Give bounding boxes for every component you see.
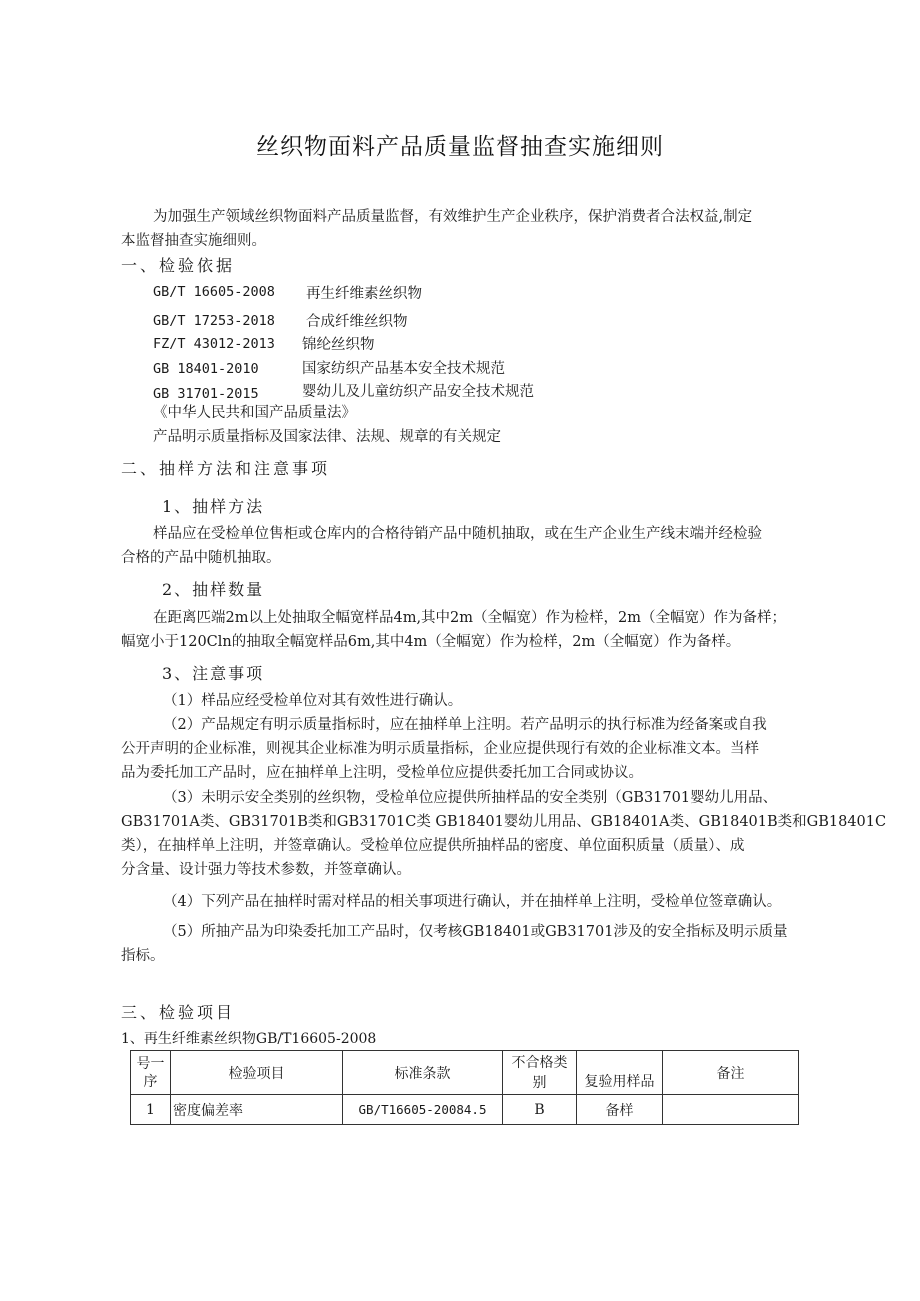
standard-name: 婴幼儿及儿童纺织产品安全技术规范 [302, 384, 534, 400]
note-line: 类），在抽样单上注明，并签章确认。受检单位应提供所抽样品的密度、单位面积质量（质量）、成 [121, 838, 745, 854]
section-heading: 一、检验依据 [121, 256, 236, 275]
standard-code: FZ/T 43012-2013 [153, 336, 275, 352]
paragraph-line: 在距离匹端2m以上处抽取全幅宽样品4m,其中2m（全幅宽）作为检样，2m（全幅宽）作为备样； [153, 610, 787, 626]
header-clause: 标准条款 [343, 1051, 503, 1095]
standard-name: 国家纺织产品基本安全技术规范 [302, 361, 505, 377]
cell-class: B [503, 1095, 577, 1125]
note-line: GB31701A类、GB31701B类和GB31701C类 GB18401婴幼儿用品、GB18401A类、GB18401B类和GB18401C [121, 814, 887, 830]
header-seq-top: 号一 [136, 1055, 165, 1072]
table-header-row [131, 1051, 799, 1095]
note-line: （2）产品规定有明示质量指标时，应在抽样单上注明。若产品明示的执行标准为经备案或自我 [163, 717, 767, 733]
standard-code: GB 18401-2010 [153, 361, 259, 377]
cell-seq: 1 [131, 1095, 171, 1125]
note-line: 分含量、设计强力等技术参数，并签章确认。 [121, 862, 411, 878]
paragraph-line: 幅宽小于120Cln的抽取全幅宽样品6m,其中4m（全幅宽）作为检样，2m（全幅宽）作为备样。 [121, 634, 741, 650]
intro-line: 本监督抽查实施细则。 [121, 233, 266, 249]
subsection-heading: 3、注意事项 [162, 664, 265, 683]
document-title: 丝织物面料产品质量监督抽查实施细则 [256, 134, 664, 160]
header-sample: 复验用样品 [577, 1051, 663, 1095]
standard-name: 锦纶丝织物 [302, 337, 375, 353]
header-seq [131, 1051, 171, 1095]
header-note: 备注 [663, 1051, 799, 1095]
standard-code: GB/T 16605-2008 [153, 284, 275, 300]
cell-note [663, 1095, 799, 1125]
table-caption: 1、再生纤维素丝织物GB/T16605-2008 [121, 1031, 377, 1047]
paragraph-line: 合格的产品中随机抽取。 [121, 550, 281, 566]
section-heading: 二、抽样方法和注意事项 [121, 459, 331, 478]
other-basis: 产品明示质量指标及国家法律、法规、规章的有关规定 [153, 429, 501, 445]
cell-clause: GB/T16605-20084.5 [343, 1095, 503, 1125]
header-class [503, 1051, 577, 1095]
note-line: 指标。 [121, 948, 165, 964]
law-reference: 《中华人民共和国产品质量法》 [153, 405, 356, 421]
standard-name: 合成纤维丝织物 [306, 314, 408, 330]
section-heading: 三、检验项目 [121, 1003, 236, 1022]
note-line: （3）未明示安全类别的丝织物，受检单位应提供所抽样品的安全类别（GB31701婴幼儿用品、 [163, 790, 778, 806]
header-class-bottom: 别 [532, 1074, 547, 1091]
intro-line: 为加强生产领域丝织物面料产品质量监督，有效维护生产企业秩序，保护消费者合法权益,制定 [153, 209, 753, 225]
note-line: 品为委托加工产品时，应在抽样单上注明，受检单位应提供委托加工合同或协议。 [121, 765, 643, 781]
header-seq-bottom: 序 [143, 1073, 158, 1090]
header-class-top: 不合格类 [511, 1054, 568, 1071]
subsection-heading: 1、抽样方法 [162, 497, 265, 516]
standard-name: 再生纤维素丝织物 [306, 286, 422, 302]
note-line: （4）下列产品在抽样时需对样品的相关事项进行确认，并在抽样单上注明，受检单位签章确认。 [163, 894, 782, 910]
cell-item: 密度偏差率 [171, 1095, 343, 1125]
subsection-heading: 2、抽样数量 [162, 580, 265, 599]
note-line: （1）样品应经受检单位对其有效性进行确认。 [163, 693, 463, 709]
standard-code: GB/T 17253-2018 [153, 313, 275, 329]
note-line: 公开声明的企业标准，则视其企业标准为明示质量指标，企业应提供现行有效的企业标准文本。当样 [121, 741, 759, 757]
inspection-items-table [130, 1050, 799, 1125]
table-row [131, 1095, 799, 1125]
note-line: （5）所抽产品为印染委托加工产品时，仅考核GB18401或GB31701涉及的安全指标及明示质量 [163, 924, 788, 940]
paragraph-line: 样品应在受检单位售柜或仓库内的合格待销产品中随机抽取，或在生产企业生产线末端并经检验 [153, 526, 762, 542]
standard-code: GB 31701-2015 [153, 386, 259, 402]
cell-sample: 备样 [577, 1095, 663, 1125]
header-item: 检验项目 [171, 1051, 343, 1095]
